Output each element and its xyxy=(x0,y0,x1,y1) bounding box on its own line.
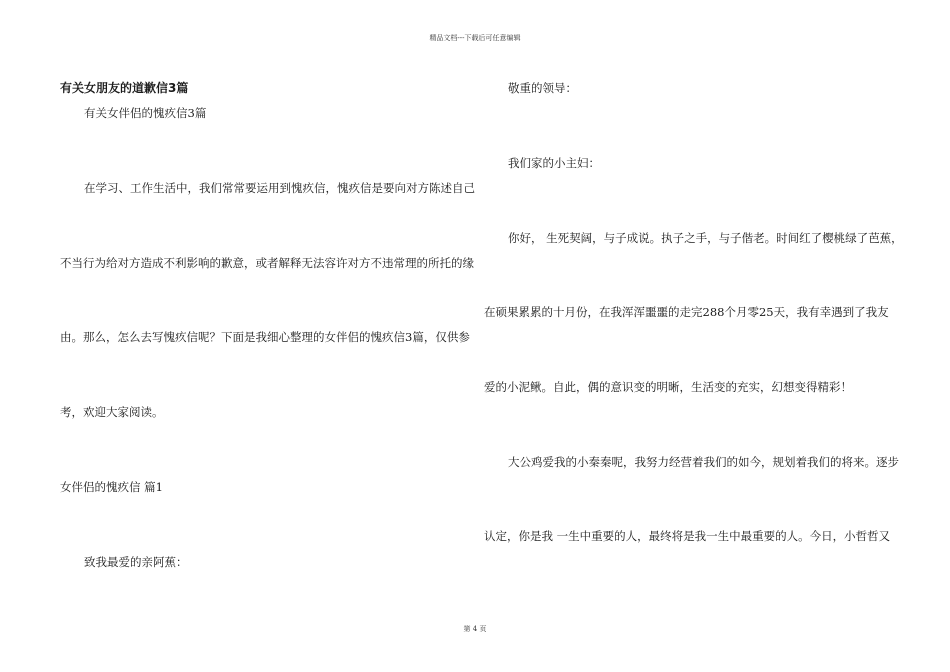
paragraph-1-line-3: 爱的小泥鳅。自此，偶的意识变的明晰，生活变的充实，幻想变得精彩！ xyxy=(484,380,852,394)
paragraph-1-line-1: 你好， 生死契阔，与子成说。执子之手，与子偕老。时间红了樱桃绿了芭蕉， xyxy=(508,231,903,245)
intro-line-1: 在学习、工作生活中，我们常常要运用到愧疚信，愧疚信是要向对方陈述自己 xyxy=(84,181,475,195)
paragraph-2-line-2: 认定，你是我 一生中重要的人，最终将是我一生中最重要的人。今日，小哲哲又 xyxy=(484,529,891,543)
letter-salutation: 致我最爱的亲阿蕉： xyxy=(84,555,188,569)
intro-line-4: 考，欢迎大家阅读。 xyxy=(60,405,164,419)
intro-line-3: 由。那么，怎么去写愧疚信呢？下面是我细心整理的女伴侣的愧疚信3篇，仅供参 xyxy=(60,330,470,344)
section-heading: 女伴侣的愧疚信 篇1 xyxy=(60,480,163,494)
intro-line-2: 不当行为给对方造成不利影响的歉意，或者解释无法容许对方不违常理的所托的缘 xyxy=(60,256,474,270)
document-subtitle: 有关女伴侣的愧疚信3篇 xyxy=(84,106,207,120)
page-header: 精品文档---下载后可任意编辑 xyxy=(429,34,521,42)
greeting-housewife: 我们家的小主妇： xyxy=(508,156,600,170)
greeting-leader: 敬重的领导： xyxy=(508,81,577,95)
document-title: 有关女朋友的道歉信3篇 xyxy=(60,81,189,95)
page-number: 第 4 页 xyxy=(463,625,487,633)
paragraph-1-line-2: 在硕果累累的十月份，在我浑浑噩噩的走完288个月零25天，我有幸遇到了我友 xyxy=(484,305,889,319)
paragraph-2-line-1: 大公鸡爱我的小秦秦呢，我努力经营着我们的如今，规划着我们的将来。逐步 xyxy=(508,455,899,469)
